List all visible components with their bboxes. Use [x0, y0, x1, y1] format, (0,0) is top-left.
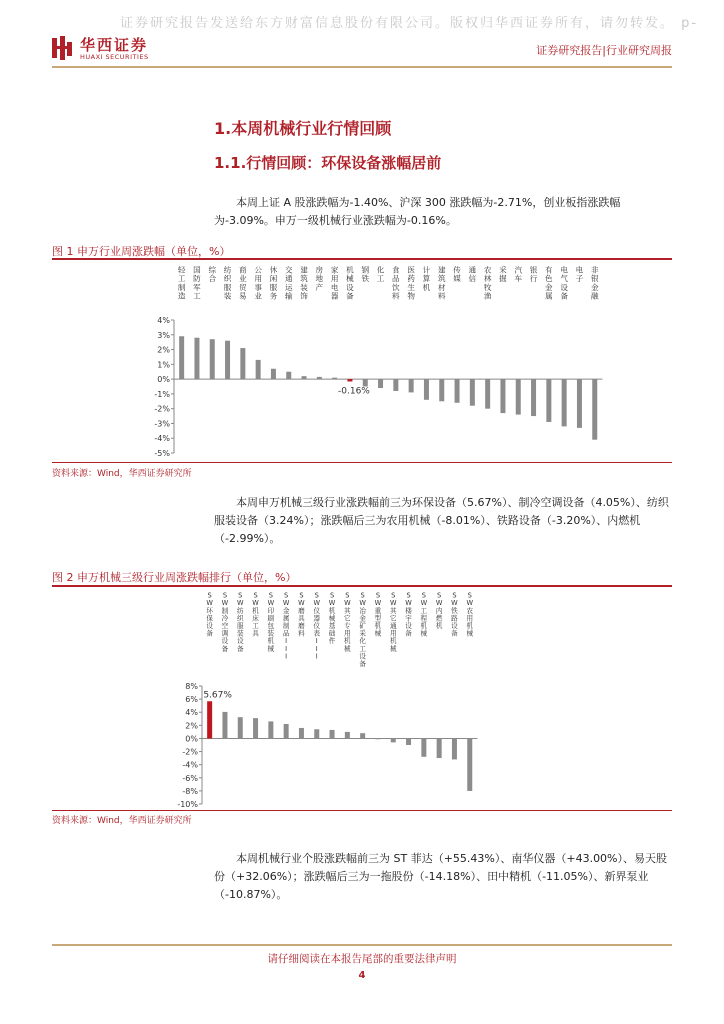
- header-divider: [52, 66, 672, 68]
- category-label: S W 重型机械: [374, 591, 382, 638]
- logo-company-name: 华西证券: [80, 36, 149, 54]
- bar: [452, 738, 457, 759]
- category-label: 纺织服装: [223, 265, 232, 301]
- category-label: 食品饮料: [392, 265, 400, 301]
- bar: [345, 732, 350, 739]
- figure-1-source: 资料来源：Wind，华西证券研究所: [52, 469, 192, 479]
- machinery-subindustry-ranking-chart: [52, 589, 672, 809]
- figure-1-title: 图 1 申万行业周涨跌幅（单位，%）: [52, 245, 231, 258]
- y-tick-label: -6%: [182, 773, 198, 783]
- bar: [531, 379, 536, 416]
- bar: [500, 379, 505, 413]
- bar: [194, 338, 199, 379]
- category-label: 交通运输: [284, 265, 293, 301]
- figure-2-top-rule: [52, 585, 672, 587]
- category-label: 房地产: [315, 265, 324, 292]
- bar: [238, 717, 243, 738]
- report-type-label: 证券研究报告|行业研究周报: [536, 44, 672, 57]
- category-label: 家用电器: [330, 265, 339, 301]
- bar: [485, 379, 490, 409]
- bar: [256, 360, 261, 379]
- y-tick-label: 1%: [157, 360, 170, 370]
- bar: [439, 379, 444, 401]
- category-label: 银行: [529, 265, 538, 284]
- stock-movers-paragraph: 本周机械行业个股涨跌幅前三为 ST 菲达（+55.43%）、南华仪器（+43.00%）、易天股份（+32.06%）；涨跌幅后三为一拖股份（-14.18%）、田中精机（-11.05%）、新界泵业（-10.87%）。: [214, 852, 668, 901]
- category-label: 国防军工: [193, 265, 201, 301]
- bar: [391, 738, 396, 742]
- bar: [577, 379, 582, 428]
- bar: [210, 339, 215, 379]
- category-label: S W 内燃机: [435, 591, 443, 630]
- huaxi-logo-icon: [52, 36, 74, 60]
- bar: [393, 379, 398, 391]
- bar: [467, 738, 472, 791]
- bar: [332, 378, 337, 379]
- bar: [378, 379, 383, 388]
- category-label: 采掘: [499, 265, 507, 284]
- y-tick-label: 2%: [157, 345, 170, 355]
- category-label: S W 环保设备: [206, 591, 213, 638]
- y-tick-label: -4%: [154, 434, 170, 444]
- industry-weekly-change-chart: [52, 262, 672, 460]
- category-label: S W 其它专用机械: [344, 591, 351, 653]
- bar: [546, 379, 551, 422]
- section-heading: 1.本周机械行业行情回顾: [214, 119, 392, 138]
- bar: [240, 348, 245, 379]
- bar: [179, 336, 184, 379]
- watermark-text: 证券研究报告发送给东方财富信息股份有限公司。版权归华西证券所有，请勿转发。 p-: [120, 16, 699, 31]
- category-label: S W 工程机械: [420, 591, 428, 638]
- figure-1-bottom-rule: [52, 462, 672, 463]
- figure-1-top-rule: [52, 258, 672, 260]
- category-label: S W 纺织服装设备: [236, 591, 244, 653]
- page-number: 4: [358, 970, 366, 981]
- category-label: S W 印刷包装机械: [267, 591, 275, 653]
- y-tick-label: -8%: [182, 786, 198, 796]
- category-label: S W 铁路设备: [451, 591, 458, 638]
- y-tick-label: 4%: [157, 316, 170, 325]
- figure-2-bottom-rule: [52, 810, 672, 811]
- bar: [253, 718, 258, 738]
- y-tick-label: 0%: [185, 734, 198, 744]
- category-label: 电子: [575, 265, 584, 284]
- category-label: 钢铁: [361, 265, 370, 284]
- y-tick-label: 6%: [185, 695, 198, 705]
- y-tick-label: -10%: [177, 800, 198, 809]
- legal-disclaimer-text: 请仔细阅读在本报告尾部的重要法律声明: [267, 953, 457, 965]
- category-label: 休闲服务: [269, 265, 278, 301]
- bar: [424, 379, 429, 400]
- category-label: 计算机: [422, 265, 431, 292]
- category-label: 轻工制造: [177, 265, 186, 301]
- bar: [268, 721, 273, 738]
- data-label: 5.67%: [203, 690, 232, 701]
- sub-industry-summary-paragraph: 本周申万机械三级行业涨跌幅前三为环保设备（5.67%）、制冷空调设备（4.05%）、纺织服装设备（3.24%）；涨跌幅后三为农用机械（-8.01%）、铁路设备（-3.20%）、内燃机（-2.99%）。: [214, 496, 669, 545]
- bar: [421, 738, 426, 756]
- category-label: 化工: [376, 265, 385, 284]
- bar: [347, 379, 352, 381]
- bar: [470, 379, 475, 406]
- category-label: S W 农用机械: [466, 591, 474, 638]
- y-tick-label: -5%: [154, 449, 170, 458]
- y-tick-label: -1%: [154, 389, 170, 399]
- category-label: 农林牧渔: [483, 265, 492, 301]
- category-label: S W 仪器仪表 I I I: [313, 591, 321, 661]
- logo-english-name: HUAXI SECURITIES: [80, 53, 149, 61]
- category-label: 商业贸易: [239, 265, 247, 301]
- bar: [317, 377, 322, 379]
- bar: [437, 738, 442, 758]
- category-label: S W 磨具磨料: [298, 591, 305, 638]
- y-tick-label: 2%: [185, 721, 198, 731]
- bar: [207, 701, 212, 738]
- bar: [409, 379, 414, 392]
- data-label: -0.16%: [338, 386, 370, 397]
- footer-divider: [52, 944, 672, 946]
- category-label: S W 金属制品 I I I: [282, 591, 290, 661]
- category-label: S W 机械基础件: [328, 591, 336, 646]
- figure-2-title: 图 2 申万机械三级行业周涨跌幅排行（单位，%）: [52, 571, 297, 584]
- y-tick-label: -3%: [154, 419, 170, 429]
- category-label: 电气设备: [560, 265, 568, 301]
- bar: [271, 369, 276, 379]
- bar: [222, 712, 227, 739]
- category-label: 汽车: [514, 265, 523, 284]
- market-summary-paragraph: 本周上证 A 股涨跌幅为-1.40%、沪深 300 涨跌幅为-2.71%，创业板指涨跌幅为-3.09%。申万一级机械行业涨跌幅为-0.16%。: [214, 196, 621, 227]
- y-tick-label: -2%: [182, 747, 198, 757]
- bar: [406, 738, 411, 745]
- subsection-heading: 1.1.行情回顾：环保设备涨幅居前: [214, 154, 442, 172]
- bar: [286, 372, 291, 379]
- category-label: 建筑装饰: [300, 265, 308, 301]
- y-tick-label: -4%: [182, 760, 198, 770]
- category-label: S W 其它通用机械: [389, 591, 397, 653]
- category-label: 传媒: [453, 265, 461, 284]
- category-label: 非银金融: [590, 265, 599, 301]
- category-label: 医药生物: [407, 265, 415, 301]
- y-tick-label: 0%: [157, 375, 170, 385]
- bar: [330, 730, 335, 739]
- category-label: 建筑材料: [437, 265, 446, 301]
- bar: [375, 738, 380, 739]
- bar: [592, 379, 597, 440]
- category-label: S W 楼宇设备: [405, 591, 412, 638]
- y-tick-label: -2%: [154, 404, 170, 414]
- figure-2-source: 资料来源：Wind，华西证券研究所: [52, 816, 192, 826]
- bar: [299, 728, 304, 738]
- y-tick-label: 3%: [157, 330, 170, 340]
- category-label: 通信: [468, 265, 477, 284]
- y-tick-label: 4%: [185, 708, 198, 718]
- bar: [302, 376, 307, 379]
- bar: [516, 379, 521, 414]
- bar: [360, 733, 365, 738]
- bar: [225, 341, 230, 379]
- category-label: S W 冶金矿采化工设备: [359, 591, 366, 668]
- category-label: 公用事业: [254, 265, 262, 301]
- bar: [363, 379, 368, 386]
- bar: [284, 724, 289, 738]
- bar: [455, 379, 460, 403]
- bar: [562, 379, 567, 426]
- bar: [314, 729, 319, 738]
- category-label: S W 制冷空调设备: [221, 591, 229, 653]
- y-tick-label: 8%: [185, 682, 198, 691]
- category-label: S W 机床工具: [252, 591, 259, 638]
- category-label: 机械设备: [346, 265, 354, 301]
- category-label: 综合: [208, 265, 217, 284]
- category-label: 有色金属: [545, 265, 553, 301]
